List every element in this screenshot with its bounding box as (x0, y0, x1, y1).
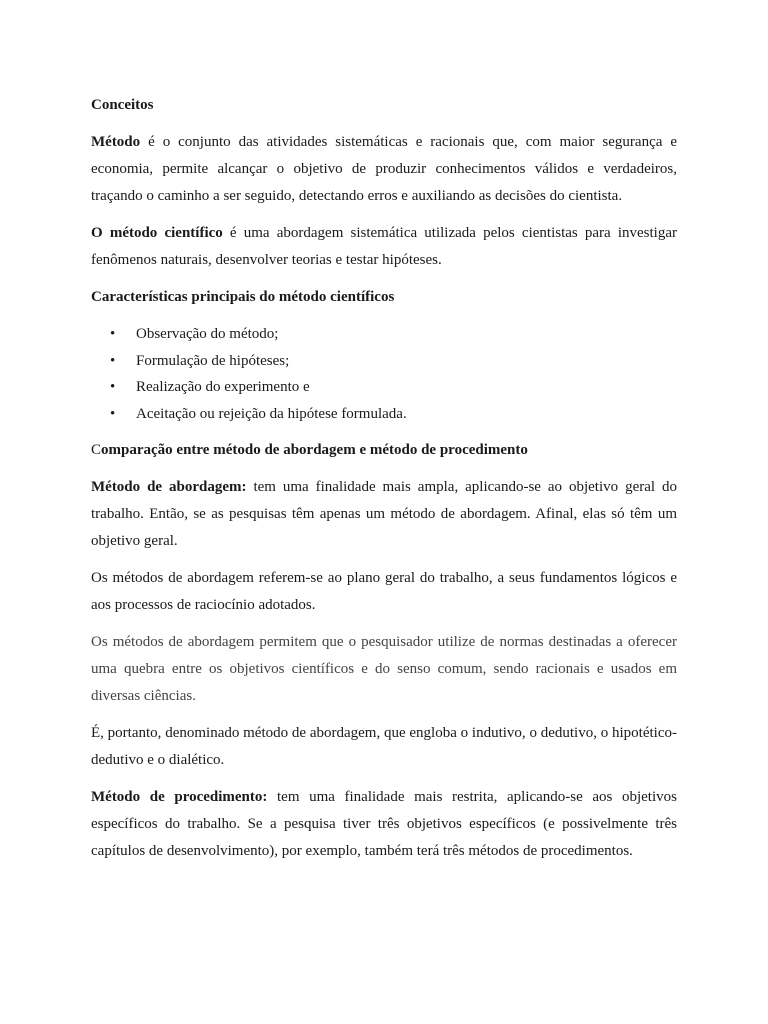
characteristics-list (91, 321, 677, 427)
paragraph-metodo-abordagem-text: tem uma finalidade mais ampla, aplicando-se ao objetivo geral do trabalho. Então, se as pesquisas têm apenas um método de abordagem. Afinal, elas só têm um objetivo geral. (91, 479, 677, 549)
list-item (91, 321, 677, 348)
list-item (91, 348, 677, 375)
paragraph-abordagem-plano: Os métodos de abordagem referem-se ao plano geral do trabalho, a seus fundamentos lógicos e aos processos de raciocínio adotados. (91, 570, 677, 613)
list-item-text: Aceitação ou rejeição da hipótese formulada. (136, 405, 407, 422)
paragraph-metodo-cientifico (91, 220, 677, 274)
paragraph-metodo-cientifico-text: é uma abordagem sistemática utilizada pelos cientistas para investigar fenômenos naturais, desenvolver teorias e testar hipóteses. (91, 225, 677, 268)
paragraph-metodo-text: é o conjunto das atividades sistemáticas e racionais que, com maior segurança e economia, permite alcançar o objetivo de produzir conhecimentos válidos e verdadeiros, traçando o caminho a ser seguido, detectando erros e auxiliando as decisões do cientista. (91, 134, 677, 204)
paragraph-metodo (91, 129, 677, 210)
term-metodo: Método (91, 134, 141, 150)
paragraph-abordagem-normas: Os métodos de abordagem permitem que o pesquisador utilize de normas destinadas a oferecer uma quebra entre os objetivos científicos e do senso comum, sendo racionais e usados em diversas ciências. (91, 634, 677, 704)
comparison-heading-rest: omparação entre método de abordagem e método de procedimento (101, 442, 528, 458)
paragraph-metodo-procedimento-text: tem uma finalidade mais restrita, aplicando-se aos objetivos específicos do trabalho. Se a pesquisa tiver três objetivos específicos (e possivelmente três capítulos de desenvolvimento), por exemplo, também terá três métodos de procedimentos. (91, 789, 677, 859)
bullet-icon: • (110, 379, 116, 395)
document-page (91, 92, 677, 865)
comparison-heading-initial: C (91, 442, 102, 458)
paragraph-metodo-abordagem (91, 474, 677, 555)
list-item (91, 401, 677, 428)
paragraph-abordagem-tipos: É, portanto, denominado método de abordagem, que engloba o indutivo, o dedutivo, o hipotético-dedutivo e o dialético. (91, 725, 677, 768)
bullet-icon: • (110, 326, 116, 342)
list-item (91, 374, 677, 401)
term-metodo-cientifico: O método científico (91, 225, 223, 241)
list-item-text: Formulação de hipóteses; (136, 352, 290, 369)
list-item-text: Realização do experimento e (136, 379, 310, 395)
bullet-icon: • (110, 352, 116, 369)
bullet-icon: • (110, 405, 116, 422)
comparison-heading (91, 437, 677, 464)
term-metodo-abordagem: Método de abordagem: (91, 479, 247, 495)
section-title: Conceitos (91, 97, 154, 113)
list-item-text: Observação do método; (136, 326, 279, 342)
term-metodo-procedimento: Método de procedimento: (91, 789, 268, 805)
characteristics-heading: Características principais do método científicos (91, 289, 395, 305)
paragraph-metodo-procedimento (91, 784, 677, 865)
